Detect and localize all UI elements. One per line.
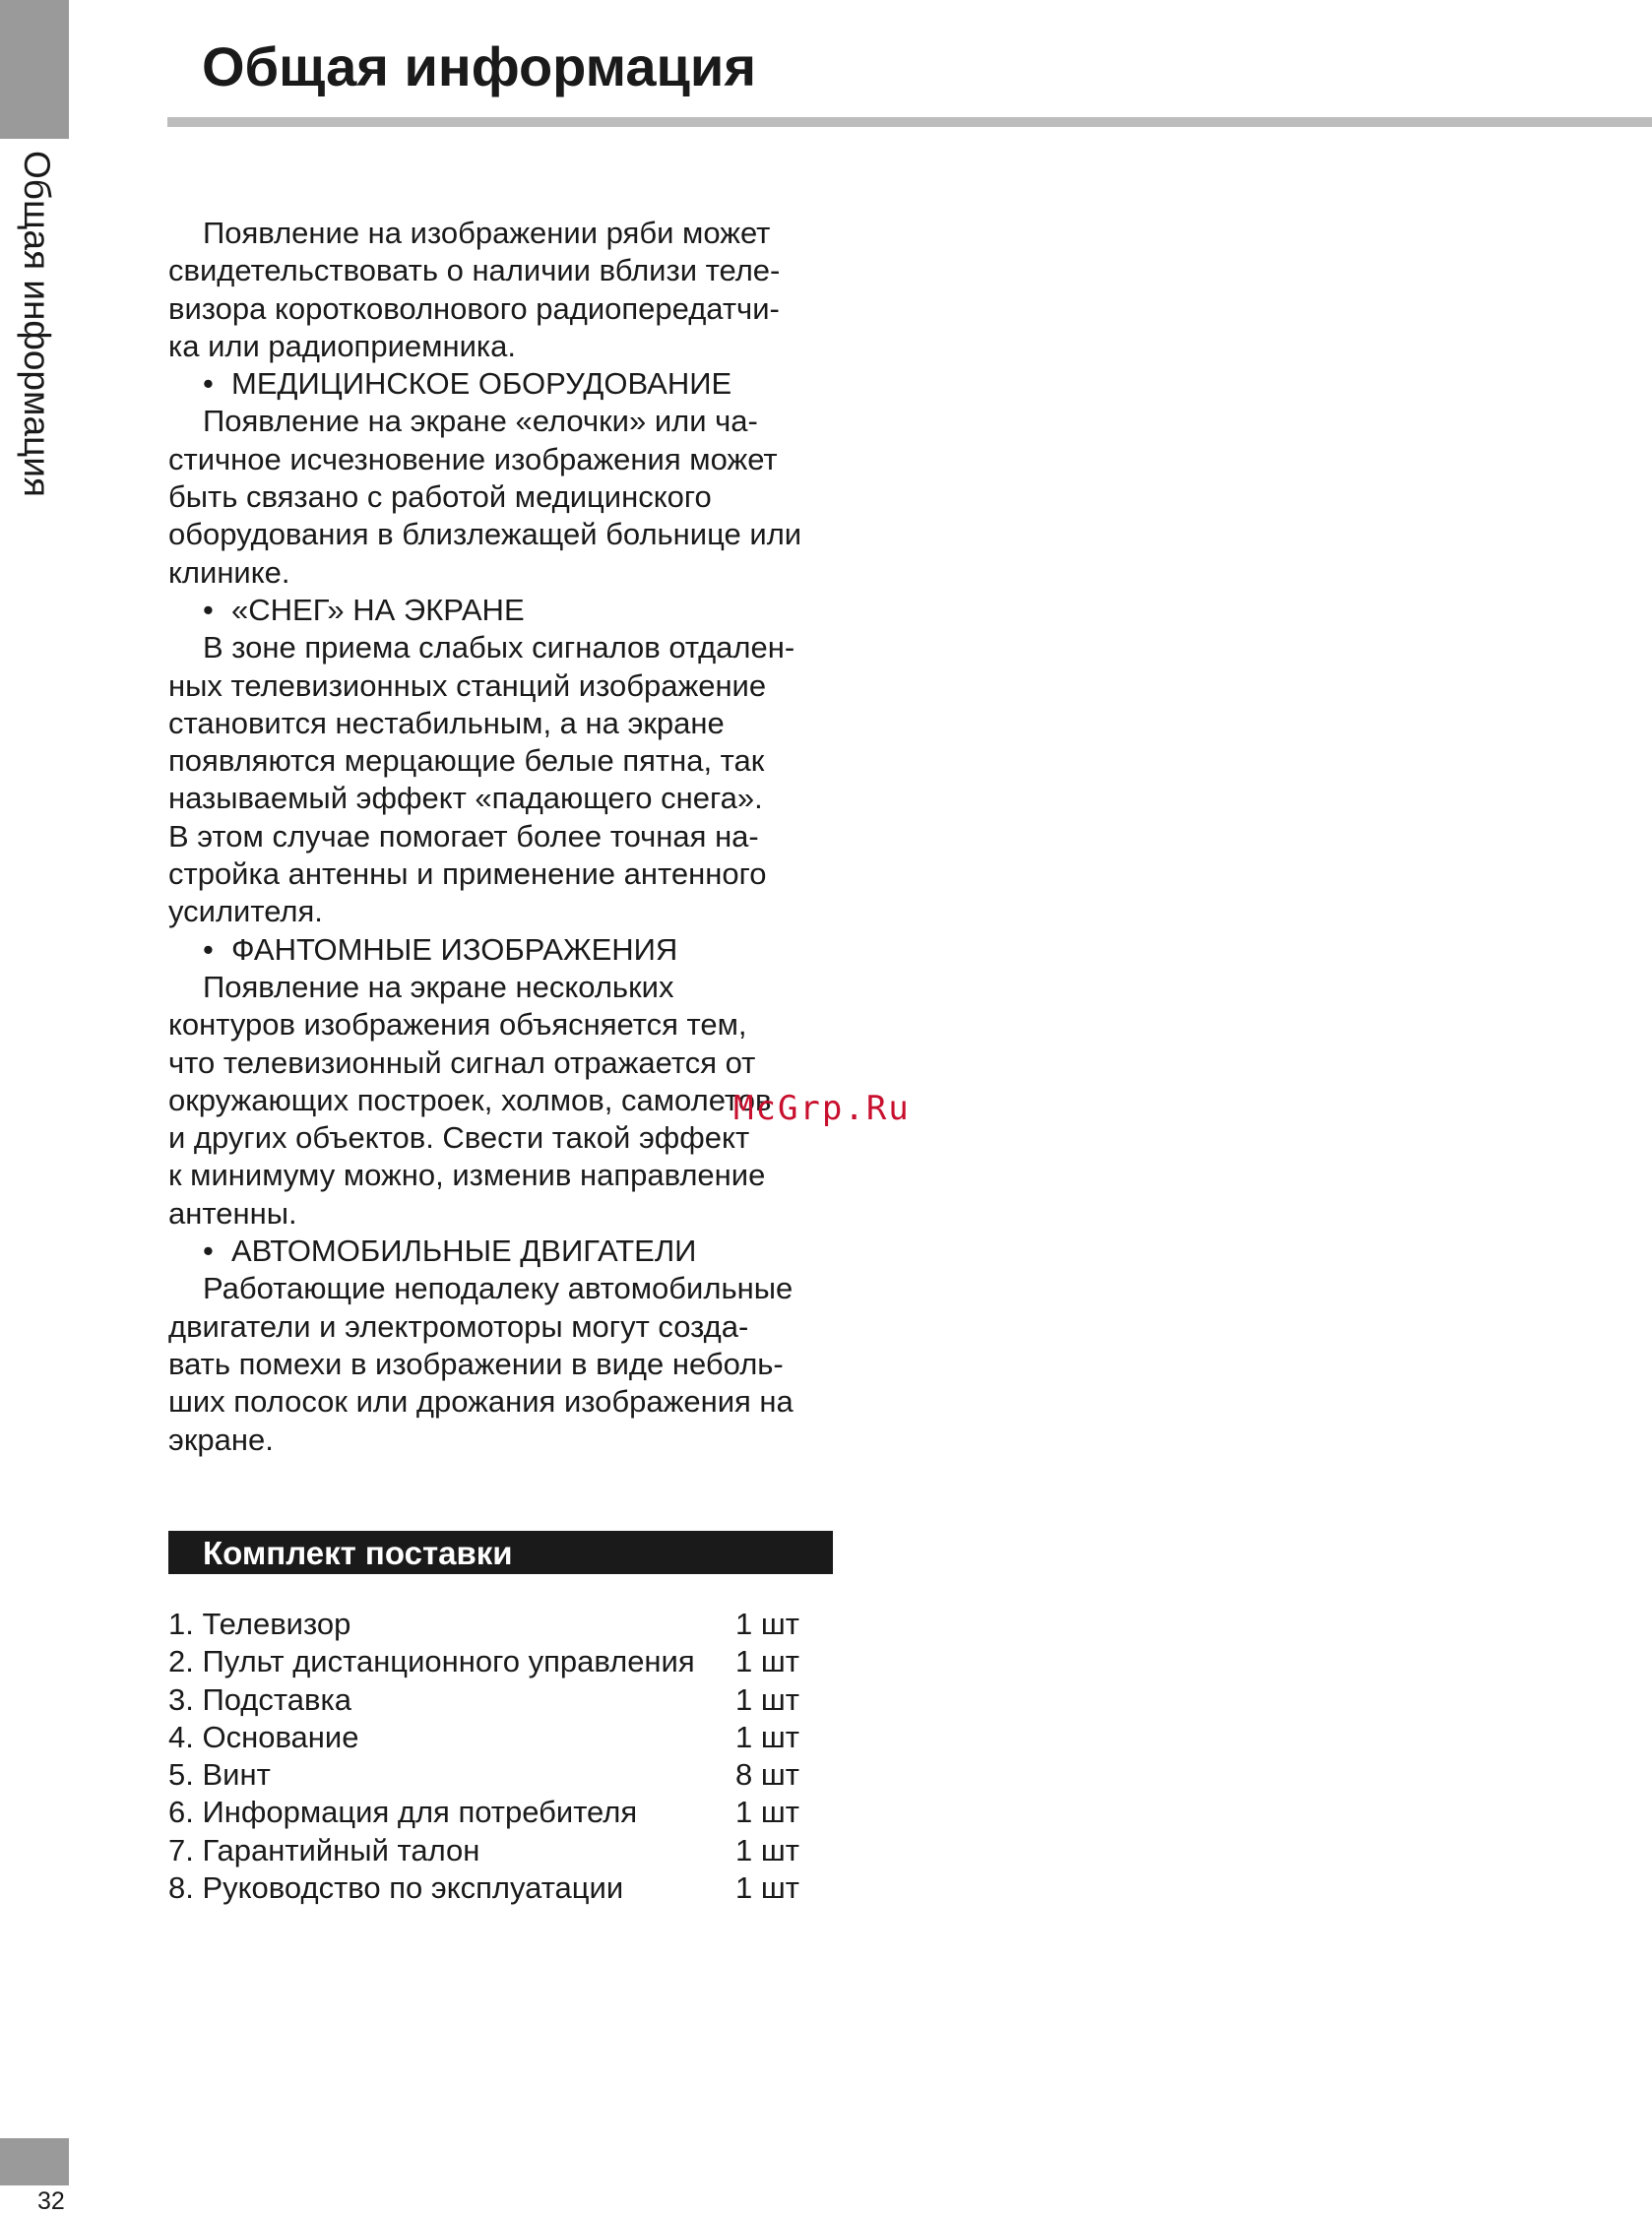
list-item: [168, 1794, 838, 1831]
text-line: [168, 1044, 838, 1082]
text-line: [168, 1157, 838, 1194]
section-header-bar: [168, 1531, 833, 1574]
text-line: [168, 478, 838, 516]
text-line: [168, 290, 838, 328]
text-line: [168, 780, 838, 817]
item-quantity: 8 шт: [735, 1757, 799, 1793]
watermark: McGrp.Ru: [733, 1089, 911, 1128]
text-line: [168, 818, 838, 855]
line-text: оборудования в близлежащей больнице или: [168, 517, 802, 552]
text-line: [168, 1006, 838, 1044]
list-item: [168, 1869, 838, 1907]
bullet-icon: •: [203, 592, 214, 627]
page-number-tab: [0, 2138, 69, 2185]
item-name: 5. Винт: [168, 1757, 271, 1793]
text-line: [168, 705, 838, 742]
line-text: становится нестабильным, а на экране: [168, 705, 725, 740]
line-text: Появление на экране нескольких: [203, 969, 674, 1004]
bullet-heading: [168, 592, 838, 629]
text-line: [168, 742, 838, 780]
text-line: [168, 1195, 838, 1233]
text-line: [168, 855, 838, 893]
line-text: ных телевизионных станций изображение: [168, 667, 767, 703]
line-text: быть связано с работой медицинского: [168, 479, 712, 515]
line-text: стичное исчезновение изображения может: [168, 441, 778, 476]
item-name: 6. Информация для потребителя: [168, 1795, 638, 1830]
line-text: и других объектов. Свести такой эффект: [168, 1120, 750, 1156]
text-line: [168, 893, 838, 930]
list-item: [168, 1643, 838, 1680]
text-line: [168, 554, 838, 592]
list-item: [168, 1756, 838, 1794]
text-line: [168, 667, 838, 705]
line-text: ФАНТОМНЫЕ ИЗОБРАЖЕНИЯ: [231, 931, 678, 967]
item-name: 7. Гарантийный талон: [168, 1832, 480, 1867]
bullet-heading: [168, 931, 838, 969]
text-line: [168, 252, 838, 289]
text-line: [168, 1270, 838, 1307]
text-line: [168, 403, 838, 440]
line-text: Появление на экране «елочки» или ча-: [203, 404, 758, 439]
item-quantity: 1 шт: [735, 1644, 799, 1679]
text-line: [168, 1383, 838, 1421]
line-text: ка или радиоприемника.: [168, 328, 516, 363]
side-section-label: Общая информация: [17, 151, 57, 497]
text-line: [168, 1422, 838, 1459]
item-quantity: 1 шт: [735, 1607, 799, 1641]
line-text: клинике.: [168, 554, 290, 590]
text-line: [168, 215, 838, 252]
text-line: [168, 441, 838, 478]
line-text: что телевизионный сигнал отражается от: [168, 1044, 756, 1080]
bullet-icon: •: [203, 931, 214, 967]
line-text: контуров изображения объясняется тем,: [168, 1007, 747, 1043]
text-line: [168, 328, 838, 365]
item-quantity: 1 шт: [735, 1795, 799, 1830]
item-quantity: 1 шт: [735, 1870, 799, 1906]
text-line: [168, 629, 838, 666]
list-item: [168, 1719, 838, 1756]
item-name: 2. Пульт дистанционного управления: [168, 1644, 695, 1679]
package-contents-list: [168, 1606, 838, 1907]
line-text: ших полосок или дрожания изображения на: [168, 1384, 794, 1420]
line-text: «СНЕГ» НА ЭКРАНЕ: [231, 592, 525, 627]
page-number: 32: [37, 2187, 65, 2215]
body-text: [168, 215, 838, 1459]
line-text: появляются мерцающие белые пятна, так: [168, 743, 765, 779]
line-text: называемый эффект «падающего снега».: [168, 781, 763, 816]
line-text: стройка антенны и применение антенного: [168, 856, 767, 892]
list-item: [168, 1832, 838, 1869]
text-line: [168, 969, 838, 1006]
item-name: 4. Основание: [168, 1719, 359, 1754]
line-text: двигатели и электромоторы могут созда-: [168, 1308, 749, 1344]
line-text: АВТОМОБИЛЬНЫЕ ДВИГАТЕЛИ: [231, 1234, 697, 1269]
line-text: Работающие неподалеку автомобильные: [203, 1271, 794, 1306]
item-quantity: 1 шт: [735, 1681, 799, 1717]
item-name: 1. Телевизор: [168, 1607, 351, 1641]
section-title: Комплект поставки: [203, 1535, 513, 1571]
list-item: [168, 1681, 838, 1719]
line-text: В зоне приема слабых сигналов отдален-: [203, 630, 795, 665]
text-line: [168, 1308, 838, 1346]
list-item: [168, 1606, 838, 1643]
line-text: экране.: [168, 1422, 274, 1457]
bullet-heading: [168, 365, 838, 403]
side-tab-marker: [0, 0, 69, 139]
bullet-icon: •: [203, 1234, 214, 1269]
line-text: вать помехи в изображении в виде неболь-: [168, 1346, 784, 1381]
line-text: окружающих построек, холмов, самолетов: [168, 1082, 772, 1117]
bullet-heading: [168, 1233, 838, 1270]
line-text: к минимуму можно, изменив направление: [168, 1158, 766, 1193]
page-title: Общая информация: [202, 35, 757, 97]
title-divider: [167, 117, 1652, 127]
line-text: В этом случае помогает более точная на-: [168, 818, 759, 854]
text-line: [168, 1346, 838, 1383]
line-text: визора коротковолнового радиопередатчи-: [168, 290, 780, 326]
line-text: Появление на изображении ряби может: [203, 216, 771, 250]
line-text: усилителя.: [168, 894, 323, 929]
item-quantity: 1 шт: [735, 1719, 799, 1754]
line-text: антенны.: [168, 1195, 297, 1231]
item-name: 3. Подставка: [168, 1681, 351, 1717]
line-text: МЕДИЦИНСКОЕ ОБОРУДОВАНИЕ: [231, 366, 732, 402]
item-quantity: 1 шт: [735, 1832, 799, 1867]
line-text: свидетельствовать о наличии вблизи теле-: [168, 253, 781, 288]
text-line: [168, 516, 838, 553]
bullet-icon: •: [203, 366, 214, 402]
item-name: 8. Руководство по эксплуатации: [168, 1870, 624, 1906]
